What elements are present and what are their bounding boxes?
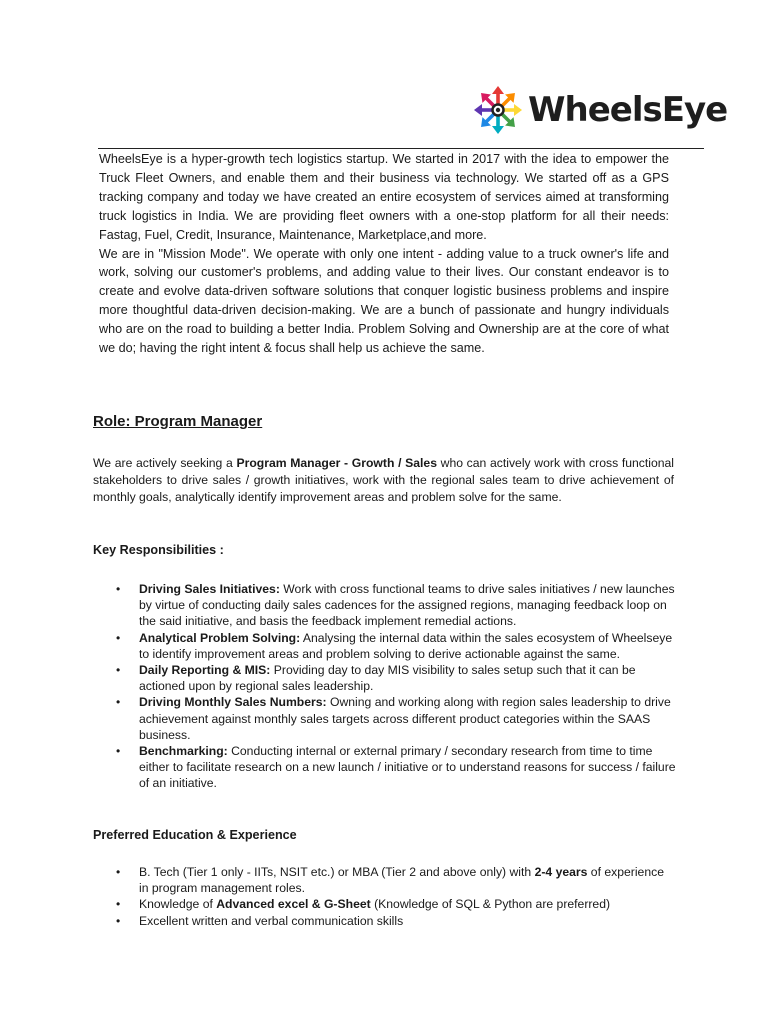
item-title: Driving Monthly Sales Numbers:: [139, 695, 327, 710]
item-text: Excellent written and verbal communication skills: [139, 913, 404, 928]
item-text: Knowledge of: [139, 897, 217, 912]
role-summary-post: who can actively work with cross functional stakeholders to drive sales / growth initiatives, work with the regional sales team to drive achievement of monthly goals, analytically identify improvement areas and problem solve for the same.: [93, 456, 675, 504]
list-item: [116, 581, 676, 630]
list-item: [116, 743, 676, 792]
item-text: (Knowledge of SQL & Python are preferred): [370, 897, 611, 912]
list-item: [116, 662, 676, 694]
item-emphasis: Advanced excel & G-Sheet: [216, 897, 371, 912]
logo-spoke: [492, 86, 504, 104]
responsibilities-heading: Key Responsibilities :: [93, 543, 224, 557]
logo-spoke: [504, 104, 522, 116]
intro-paragraph-2: We are in "Mission Mode". We operate with only one intent - adding value to a truck owner's life and work, solving our customer's problems, and adding value to their lives. Our constant endeavor is to create and evolve data-driven software solutions that conquer logistic business problems and inspire more thoughtful data-driven decision-making. We are a bunch of passionate and hungry individuals who are on the road to building a better India. Problem Solving and Ownership are at the core of what we do; having the right intent & focus shall help us achieve the same.: [99, 246, 669, 356]
item-text: of experience in program management roles.: [139, 865, 664, 896]
list-item: [116, 694, 676, 743]
education-heading: Preferred Education & Experience: [93, 828, 297, 842]
company-intro: [99, 150, 669, 358]
item-text: Providing day to day MIS visibility to sales setup such that it can be actioned upon by regional sales leadership.: [139, 663, 636, 694]
item-text: Owning and working along with region sales leadership to drive achievement against monthly sales targets across different product categories within the SAAS business.: [139, 695, 671, 742]
logo-wordmark: WheelsEye: [528, 90, 728, 130]
wheelseye-logo: [472, 84, 727, 136]
item-text: Conducting internal or external primary / secondary research from time to time either to facilitate research on a new launch / initiative or to understand reasons for success / failure of an initiative.: [139, 744, 676, 791]
header-divider: [98, 148, 704, 149]
item-title: Daily Reporting & MIS:: [139, 663, 271, 678]
item-title: Benchmarking:: [139, 744, 228, 759]
item-emphasis: 2-4 years: [534, 865, 588, 879]
education-list: [116, 864, 676, 929]
list-item: [116, 864, 676, 896]
role-summary-bold: Program Manager - Growth / Sales: [236, 456, 437, 470]
wheelseye-logo-icon: [472, 84, 524, 136]
item-text: Analysing the internal data within the sales ecosystem of Wheelseye to identify improvement areas and problem solving to derive actionable against the same.: [139, 630, 673, 661]
logo-spoke: [492, 116, 504, 134]
item-title: Driving Sales Initiatives:: [139, 582, 280, 596]
list-item: [116, 913, 676, 929]
item-title: Analytical Problem Solving:: [139, 630, 301, 645]
intro-paragraph-1: WheelsEye is a hyper-growth tech logistics startup. We started in 2017 with the idea to empower the Truck Fleet Owners, and enable them and their business via technology. We started off as a GPS tracking company and today we have created an entire ecosystem of services aimed at transforming truck logistics in India. We are providing fleet owners with a one-stop platform for all their needs: Fastag, Fuel, Credit, Insurance, Maintenance, Marketplace,and more.: [99, 152, 669, 242]
responsibilities-list: [116, 581, 676, 792]
item-text: B. Tech (Tier 1 only - IITs, NSIT etc.) or MBA (Tier 2 and above only) with: [139, 865, 535, 879]
list-item: [116, 630, 676, 662]
item-text: Work with cross functional teams to drive sales initiatives / new launches by virtue of conducting daily sales cadences for the assigned regions, managing feedback loop on the said initiative, and basis the feedback implement remedial actions.: [139, 582, 675, 629]
role-summary: [93, 455, 674, 506]
role-title: Role: Program Manager: [93, 413, 263, 430]
logo-spoke: [474, 104, 492, 116]
list-item: [116, 896, 676, 912]
role-summary-pre: We are actively seeking a: [93, 456, 237, 470]
